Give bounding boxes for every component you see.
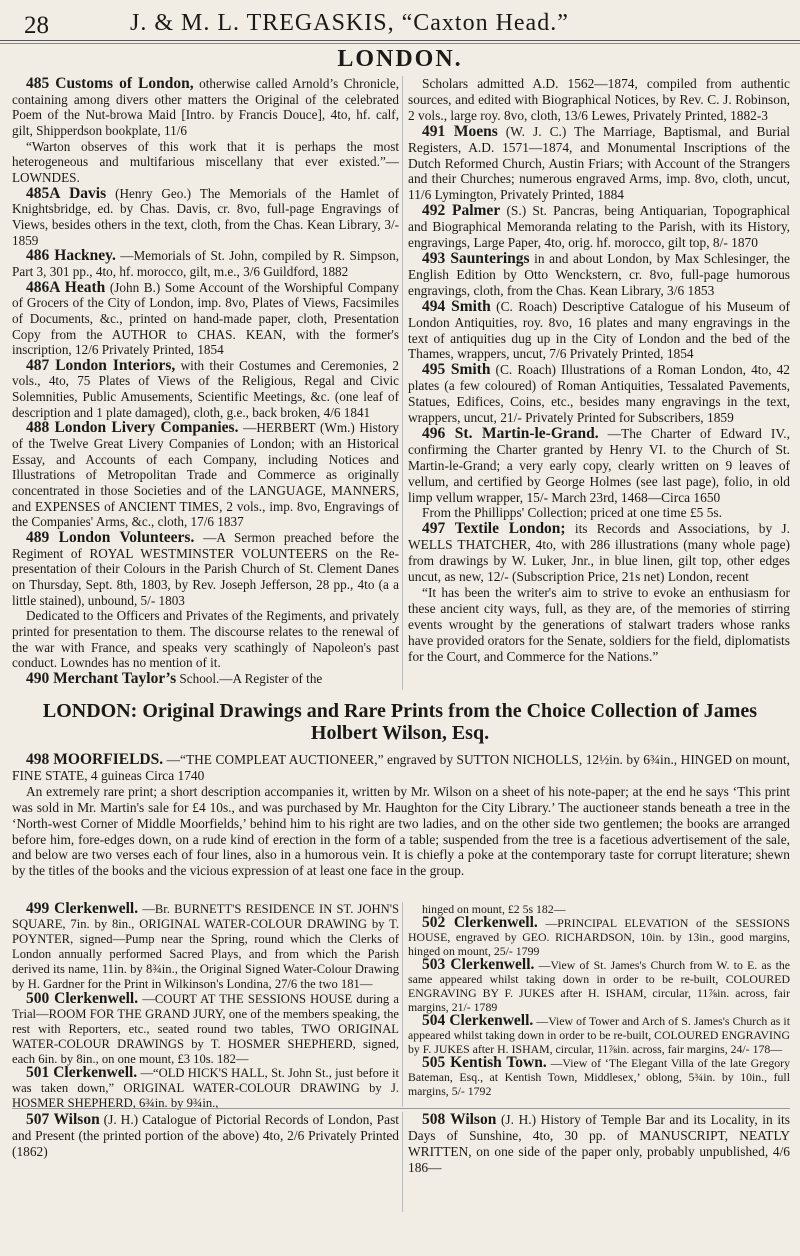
lot-description: —The Charter of Edward IV., confirming the Charter granted by Henry VI. to the Church of St. Martin-le-Grand; a very early copy, clearly written on 9 leaves of vellum, and certified by George Holmes (see last page), folio, in old limp vellum wrapper, 15/- March 23rd, 1468—Circa 1650 <box>408 425 790 505</box>
catalogue-entry <box>12 530 399 608</box>
catalogue-entry <box>408 203 790 251</box>
lot-description: —“THE COMPLEAT AUCTIONEER,” engraved by SUTTON NICHOLLS, 12½in. by 6¾in., HINGED on mount, FINE STATE, 4 guineas Circa 1740 <box>12 752 790 783</box>
catalogue-entry <box>408 1056 790 1098</box>
lot-description: with their Costumes and Ceremonies, 2 vols., 4to, 75 Plates of Views of the Religious, Regal and Civic Solemnities, Public Amusements, Scientific Meetings, &c. (one leaf of description and 1 plate damaged), cloth, g.e., back broken, 4/6 1841 <box>12 357 399 420</box>
lot-description: hinged on mount, £2 5s 182— <box>422 902 566 916</box>
catalogue-entry <box>408 505 790 521</box>
lot-description: Scholars admitted A.D. 1562—1874, compiled from authentic sources, and edited with Biographical Notices, by Rev. C. J. Robinson, 2 vols., large roy. 8vo, cloth, 13/6 Lewes, Privately Printed, 1882-3 <box>408 76 790 123</box>
lot-description: An extremely rare print; a short description accompanies it, written by Mr. Wilson on a sheet of his note-paper; at the end he says ‘This print was sold in Mr. Martin's sale for £4 10s., and was purchased by Mr. Haughton for the City Library.’ The auctioneer stands beneath a tree in the ‘North-west Corner of Middle Moorfields,’ behind him to his right are two ladies, and on the other side two gentlemen; the books are arranged before him, fore-edges down, on a rude kind of erection in the form of a table; suspended from the tree is a facetious advertisement of the sale, and below are two verses each of four lines, also in a humorous vein. It is chiefly a poke at the contemporary taste for corrupt literature; shewn by the titles of the books and the vicious expression of at least one face in the group. <box>12 783 790 879</box>
lot-description: (J. H.) History of Temple Bar and its Locality, in its Days of Sunshine, 4to, 30 pp. of MANUSCRIPT, NEATLY WRITTEN, on one side of the paper only, probably unpublished, 4/6 186— <box>408 1112 790 1175</box>
catalogue-entry <box>408 362 790 426</box>
running-title: J. & M. L. TREGASKIS, “Caxton Head.” <box>130 10 569 36</box>
catalogue-entry <box>408 916 790 958</box>
lot-heading: 500 Clerkenwell. <box>26 989 139 1007</box>
lot-heading: 504 Clerkenwell. <box>422 1012 534 1029</box>
catalogue-entry <box>12 420 399 530</box>
column-divider <box>402 1112 403 1212</box>
lot-description: —HERBERT (Wm.) History of the Twelve Great Livery Companies of London; with an Historical Essay, and Accounts of each Company, including Notices and Illustrations of Metropolitan Trade and Commerce as originally concentrated in those Societies and of the LANGUAGE, MANNERS, and EXPENSES of ANCIENT TIMES, 2 vols., imp. 8vo, Engravings of the Companies' Arms, &c., cloth, 17/6 1837 <box>12 420 399 530</box>
lot-description: (C. Roach) Illustrations of a Roman London, 4to, 42 plates (a few coloured) of Roman Antiquities, Tessalated Pavements, Statues, Edifices, Coins, etc., besides many engravings in the text, wrappers, uncut, 21/- Privately Printed for Subscribers, 1859 <box>408 362 790 426</box>
lot-description: —PRINCIPAL ELEVATION of the SESSIONS HOUSE, engraved by GEO. RICHARDSON, 10in. by 13in., good margins, hinged on mount, 25/- 1799 <box>408 916 790 958</box>
lot-description: Dedicated to the Officers and Privates of the Regiments, and privately printed for presentation to them. The discourse relates to the renewal of the war with France, and speaks very scathingly of Napoleon's past conduct. Lowndes has no mention of it. <box>12 608 399 671</box>
lot-heading: 502 Clerkenwell. <box>422 914 538 931</box>
lot-heading: 494 Smith <box>422 297 491 315</box>
lot-heading: 507 Wilson <box>26 1111 100 1128</box>
lot-heading: 486 Hackney. <box>26 247 116 265</box>
lot-description: —COURT AT THE SESSIONS HOUSE during a Trial—ROOM FOR THE GRAND JURY, one of the members speaking, the rest with Reporters, etc., seated round two tables, TWO ORIGINAL WATER-COLOUR DRAWINGS by T. HOSMER SHEPHERD, signed, each 6in. by 8in., on one mount, £3 10s. 182— <box>12 991 399 1066</box>
lot-description: —View of Tower and Arch of S. James's Church as it appeared whilst taking down in order to be re-built, COLOURED ENGRAVING by F. JUKES after H. ISHAM, circular, 11⅞in. across, fair margins, 24/- 178— <box>408 1014 790 1056</box>
lot-heading: 485 Customs of London, <box>26 75 194 92</box>
catalogue-entry <box>12 989 399 1067</box>
catalogue-entry <box>12 248 399 279</box>
left-column-3 <box>12 1112 399 1250</box>
lot-description: its Records and Associations, by J. WELLS THATCHER, 4to, with 286 illustrations (many whole page) from drawings by W. Luker, Jnr., in blue linen, gilt top, other edges uncut, as new, 12/- (Subscription Price, 21s net) London, recent <box>408 521 790 585</box>
lot-description: (W. J. C.) The Marriage, Baptismal, and Burial Registers, A.D. 1571—1874, and Monumental Inscriptions of the Dutch Reformed Church, Austin Friars; with Account of the Strangers and their Churches; numerous engraved Arms, imp. 8vo, cloth, uncut, 11/6 Lymington, Privately Printed, 1884 <box>408 123 790 203</box>
lot-heading: 492 Palmer <box>422 202 501 220</box>
lot-description: —View of St. James's Church from W. to E. as the same appeared whilst taking down in order to be re-built, COLOURED ENGRAVING BY F. JUKES after H. ISHAM, circular, 11⅞in. across, fair margins, 21/- 1789 <box>408 958 790 1014</box>
left-column-1 <box>12 76 399 690</box>
catalogue-entry <box>408 1014 790 1056</box>
lot-description: otherwise called Arnold’s Chronicle, containing among divers other matters the Original of the celebrated Poem of the Nut-browa Maid [Intro. by Francis Douce], 4to, hf. calf, gilt, Shipperdson bookplate, 11/6 <box>12 76 400 138</box>
section-divider <box>12 1108 790 1109</box>
running-head <box>10 10 790 40</box>
lot-heading: 489 London Volunteers. <box>26 529 195 547</box>
lot-description: (S.) St. Pancras, being Antiquarian, Topographical and Biographical Memoranda relating to the Parish, with its History, engravings, Large Paper, 4to, orig. hf. morocco, gilt top, 8/- 1870 <box>408 203 790 251</box>
lot-description: (John B.) Some Account of the Worshipful Company of Grocers of the City of London, imp. 8vo, Plates of Views, Facsimiles of Documents, &c., printed on hand-made paper, cloth, Presentation Copy from the AUTHOR to CHAS. KEAN, with the former's inscription, 12/6 Privately Printed, 1854 <box>12 279 399 358</box>
section-heading-london: LONDON. <box>337 46 463 72</box>
left-column-2 <box>12 902 399 1112</box>
catalogue-entry <box>12 280 399 358</box>
lot-heading: 497 Textile London; <box>422 520 566 538</box>
lot-description: (Henry Geo.) The Memorials of the Hamlet of Knightsbridge, ed. by Chas. Davis, cr. 8vo, full-page Engravings of Views, besides others in the text, cloth, from the Chas. Kean Library, 3/- 1859 <box>12 185 400 248</box>
catalogue-entry <box>12 1112 399 1160</box>
catalogue-entry <box>408 1112 790 1176</box>
lot-heading: 486A Heath <box>26 278 106 296</box>
lot-description: (J. H.) Catalogue of Pictorial Records of London, Past and Present (the printed portion of the above) 4to, 2/6 Privately Printed (1862) <box>12 1112 399 1159</box>
lot-heading: 493 Saunterings <box>422 249 530 267</box>
catalogue-entry <box>12 784 790 879</box>
lot-heading: 505 Kentish Town. <box>422 1054 547 1071</box>
column-divider <box>402 902 403 1107</box>
catalogue-entry <box>12 1066 399 1111</box>
catalogue-entry <box>408 124 790 204</box>
header-rule <box>0 40 800 41</box>
right-column-2 <box>408 902 790 1112</box>
lot-heading: 485A Davis <box>26 184 107 202</box>
lot-heading: 499 Clerkenwell. <box>26 900 139 917</box>
lot-heading: 491 Moens <box>422 122 498 140</box>
catalogue-entry <box>12 752 790 784</box>
lot-description: “Warton observes of this work that it is perhaps the most heterogeneous and multifarious miscellany that ever existed.”—LOWNDES. <box>12 138 399 185</box>
lot-heading: 490 Merchant Taylor’s <box>26 669 177 687</box>
lot-heading: 487 London Interiors, <box>26 356 176 374</box>
lot-heading: 508 Wilson <box>422 1111 497 1128</box>
catalogue-entry <box>12 76 399 139</box>
lot-description: From the Phillipps' Collection; priced at one time £5 5s. <box>422 505 722 521</box>
lot-description: “It has been the writer's aim to strive to evoke an enthusiasm for these ancient city ways, full, as they are, of the memories of stirring events wrought by the generations of stalwart traders whose ranks have provided orators for the Senate, soldiers for the field, diplomatists for the Court, and Commerce for the Nations.” <box>408 585 790 664</box>
lot-description: —A Sermon preached before the Regiment of ROYAL WESTMINSTER VOLUNTEERS on the Re-presentation of their Colours in the Parish Church of St. Clement Danes on Thursday, Sept. 8th, 1803, by Rev. Joseph Jefferson, 28 pp., 4to (a a little stained), unbound, 5/- 1803 <box>12 530 399 608</box>
lot-description: (C. Roach) Descriptive Catalogue of his Museum of London Antiquities, roy. 8vo, 16 plates and many engravings in the text of antiquities dug up in the City of London and the bed of the Thames, wrappers, uncut, 7/6 Privately Printed, 1854 <box>408 298 790 362</box>
catalogue-entry <box>408 299 790 363</box>
lot-heading: 503 Clerkenwell. <box>422 956 535 973</box>
lot-description: in and about London, by Max Schlesinger, the English Edition by Otto Wenckstern, cr. 8vo, full-page humorous engravings, cloth, from the Chas. Kean Library, 3/6 1853 <box>408 250 790 298</box>
lot-description: —Memorials of St. John, compiled by R. Simpson, Part 3, 301 pp., 4to, hf. morocco, gilt, m.e., 3/6 Guildford, 1882 <box>12 248 400 279</box>
lot-description: —“OLD HICK'S HALL, St. John St., just before it was taken down,” ORIGINAL WATER-COLOUR DRAWING by J. HOSMER SHEPHERD, 6¾in. by 9¾in., <box>12 1066 399 1111</box>
lot-heading: 501 Clerkenwell. <box>26 1064 138 1082</box>
catalogue-entry <box>12 186 399 249</box>
catalogue-entry <box>408 426 790 506</box>
right-column-3 <box>408 1112 790 1250</box>
catalogue-entry <box>408 521 790 585</box>
lot-description: —Br. BURNETT'S RESIDENCE IN ST. JOHN'S SQUARE, 7in. by 8in., ORIGINAL WATER-COLOUR DRAWING by T. POYNTER, signed—Pump near the Spring, round which the Clerks of London annually performed Sacred Plays, and from which the Parish derived its name, 11in. by 8¾in., the Original Signed Water-Colour Drawing by H. Gardner for the Print in Wilkinson's Londina, 27/6 the two 181— <box>12 902 399 991</box>
catalogue-entry <box>408 76 790 124</box>
catalogue-entry <box>12 902 399 992</box>
lot-description: School.—A Register of the <box>179 670 323 686</box>
right-column-1 <box>408 76 790 690</box>
lot-heading: 495 Smith <box>422 361 491 379</box>
column-divider <box>402 76 403 690</box>
catalogue-entry <box>12 358 399 421</box>
catalogue-entry <box>408 958 790 1014</box>
catalogue-entry <box>12 139 399 186</box>
wide-entry-block <box>12 752 790 902</box>
lot-heading: 488 London Livery Companies. <box>26 419 239 437</box>
header-rule-thin <box>0 43 800 44</box>
lot-heading: 496 St. Martin-le-Grand. <box>422 424 599 442</box>
catalogue-entry <box>408 585 790 665</box>
lot-heading: 498 MOORFIELDS. <box>26 751 164 768</box>
page-number: 28 <box>24 12 49 39</box>
lot-description: —View of ‘The Elegant Villa of the late Gregory Bateman, Esq., at Kentish Town, Middlesex,’ oblong, 5¾in. by 10in., full margins, 5/- 1792 <box>408 1056 790 1098</box>
catalogue-entry <box>12 671 399 687</box>
section-heading-drawings: LONDON: Original Drawings and Rare Prints from the Choice Collection of James Holbert Wilson, Esq. <box>42 700 758 744</box>
catalogue-entry <box>12 608 399 671</box>
catalogue-entry <box>408 251 790 299</box>
